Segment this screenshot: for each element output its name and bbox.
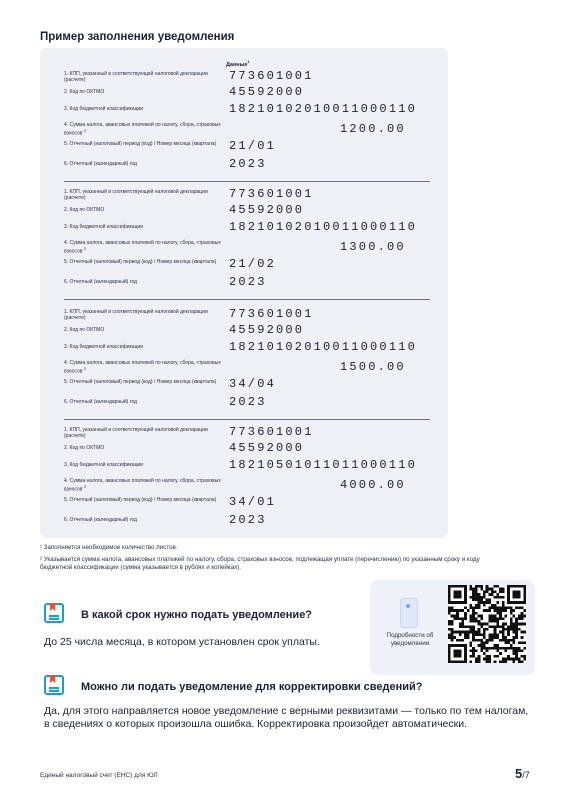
- year-value: 2023: [229, 395, 267, 409]
- question-2-title: Можно ли подать уведомление для корректировки сведений?: [81, 681, 423, 693]
- form-block: [64, 186, 430, 300]
- kbk-value: 18210102010011000110: [229, 102, 418, 116]
- oktmo-value: 45592000: [229, 203, 305, 217]
- kpp-value: 773601001: [229, 425, 314, 439]
- footnote-1: ¹ Заполняется необходимое количество листов.: [40, 544, 178, 551]
- qr-code-icon[interactable]: [448, 585, 526, 663]
- question-1-answer: До 25 числа месяца, в котором установлен срок уплаты.: [44, 636, 320, 648]
- book-icon: [44, 603, 64, 623]
- kbk-label: 3. Код бюджетной классификации: [64, 344, 144, 350]
- page-number: 5/7: [515, 766, 530, 781]
- question-1-title: В какой срок нужно подать уведомление?: [81, 609, 313, 621]
- period-value: 21/02: [229, 257, 277, 271]
- oktmo-label: 2. Код по ОКТМО: [64, 327, 105, 333]
- footer-caption: Единый налоговый счет (ЕНС) для ЮЛ: [40, 772, 158, 779]
- kpp-label: 1. КПП, указанный в соответствующей налоговой декларации (расчете): [64, 309, 208, 321]
- amount-label: 4. Сумма налога, авансовых платежей по налогу, сбора, страховых взносов $^2$: [64, 360, 221, 375]
- year-label: 6. Отчетный (календарный) год: [64, 517, 137, 523]
- period-value: 21/01: [229, 139, 277, 153]
- amount-label: 4. Сумма налога, авансовых платежей по налогу, сбора, страховых взносов $^2$: [64, 478, 221, 493]
- amount-value: 1200.00: [340, 122, 406, 136]
- kpp-label: 1. КПП, указанный в соответствующей налоговой декларации (расчете): [64, 189, 208, 201]
- amount-label: 4. Сумма налога, авансовых платежей по налогу, сбора, страховых взносов $^2$: [64, 240, 221, 255]
- oktmo-label: 2. Код по ОКТМО: [64, 89, 105, 95]
- kpp-value: 773601001: [229, 187, 314, 201]
- kbk-value: 18210501011011000110: [229, 458, 418, 472]
- year-value: 2023: [229, 275, 267, 289]
- period-value: 34/01: [229, 495, 277, 509]
- qr-label: Подробности об уведомлении: [386, 632, 434, 647]
- footnote-2: ² Указывается сумма налога, авансовых платежей по налогу, сбора, страховых взносов, подлежащая уплате (перечислению) по указанным сроку и коду бюджетной классификации (сумма указывается в рублях и копейках).: [40, 556, 480, 571]
- year-label: 6. Отчетный (календарный) год: [64, 279, 137, 285]
- oktmo-value: 45592000: [229, 441, 305, 455]
- amount-value: 1300.00: [340, 240, 406, 254]
- period-label: 5. Отчетный (налоговый) период (код) / Номер месяца (квартала): [64, 497, 217, 503]
- year-label: 6. Отчетный (календарный) год: [64, 161, 137, 167]
- page-title: Пример заполнения уведомления: [40, 31, 235, 43]
- period-label: 5. Отчетный (налоговый) период (код) / Номер месяца (квартала): [64, 379, 217, 385]
- phone-icon: [400, 598, 418, 628]
- form-block: [64, 68, 430, 182]
- kbk-value: 18210102010011000110: [229, 220, 418, 234]
- period-label: 5. Отчетный (налоговый) период (код) / Номер месяца (квартала): [64, 259, 217, 265]
- oktmo-label: 2. Код по ОКТМО: [64, 445, 105, 451]
- kbk-label: 3. Код бюджетной классификации: [64, 462, 144, 468]
- amount-value: 4000.00: [340, 478, 406, 492]
- oktmo-value: 45592000: [229, 323, 305, 337]
- period-label: 5. Отчетный (налоговый) период (код) / Номер месяца (квартала): [64, 141, 217, 147]
- period-value: 34/04: [229, 377, 277, 391]
- kpp-value: 773601001: [229, 307, 314, 321]
- amount-label: 4. Сумма налога, авансовых платежей по налогу, сбора, страховых взносов $^2$: [64, 122, 221, 137]
- form-block: [64, 306, 430, 420]
- kbk-value: 18210102010011000110: [229, 340, 418, 354]
- kbk-label: 3. Код бюджетной классификации: [64, 106, 144, 112]
- year-value: 2023: [229, 513, 267, 527]
- oktmo-value: 45592000: [229, 85, 305, 99]
- year-label: 6. Отчетный (календарный) год: [64, 399, 137, 405]
- amount-value: 1500.00: [340, 360, 406, 374]
- kpp-label: 1. КПП, указанный в соответствующей налоговой декларации (расчете): [64, 427, 208, 439]
- book-icon: [44, 675, 64, 695]
- year-value: 2023: [229, 157, 267, 171]
- kpp-label: 1. КПП, указанный в соответствующей налоговой декларации (расчете): [64, 71, 208, 83]
- kbk-label: 3. Код бюджетной классификации: [64, 224, 144, 230]
- form-block: [64, 424, 430, 538]
- footnotes: [40, 544, 510, 576]
- kpp-value: 773601001: [229, 69, 314, 83]
- data-column-header: Данные$^1$: [226, 59, 250, 68]
- oktmo-label: 2. Код по ОКТМО: [64, 207, 105, 213]
- question-2-answer: Да, для этого направляется новое уведомление с верными реквизитами — только по тем налогам, в сведениях о которых произошла ошибка. Корректировка произойдет автоматически.: [44, 705, 529, 730]
